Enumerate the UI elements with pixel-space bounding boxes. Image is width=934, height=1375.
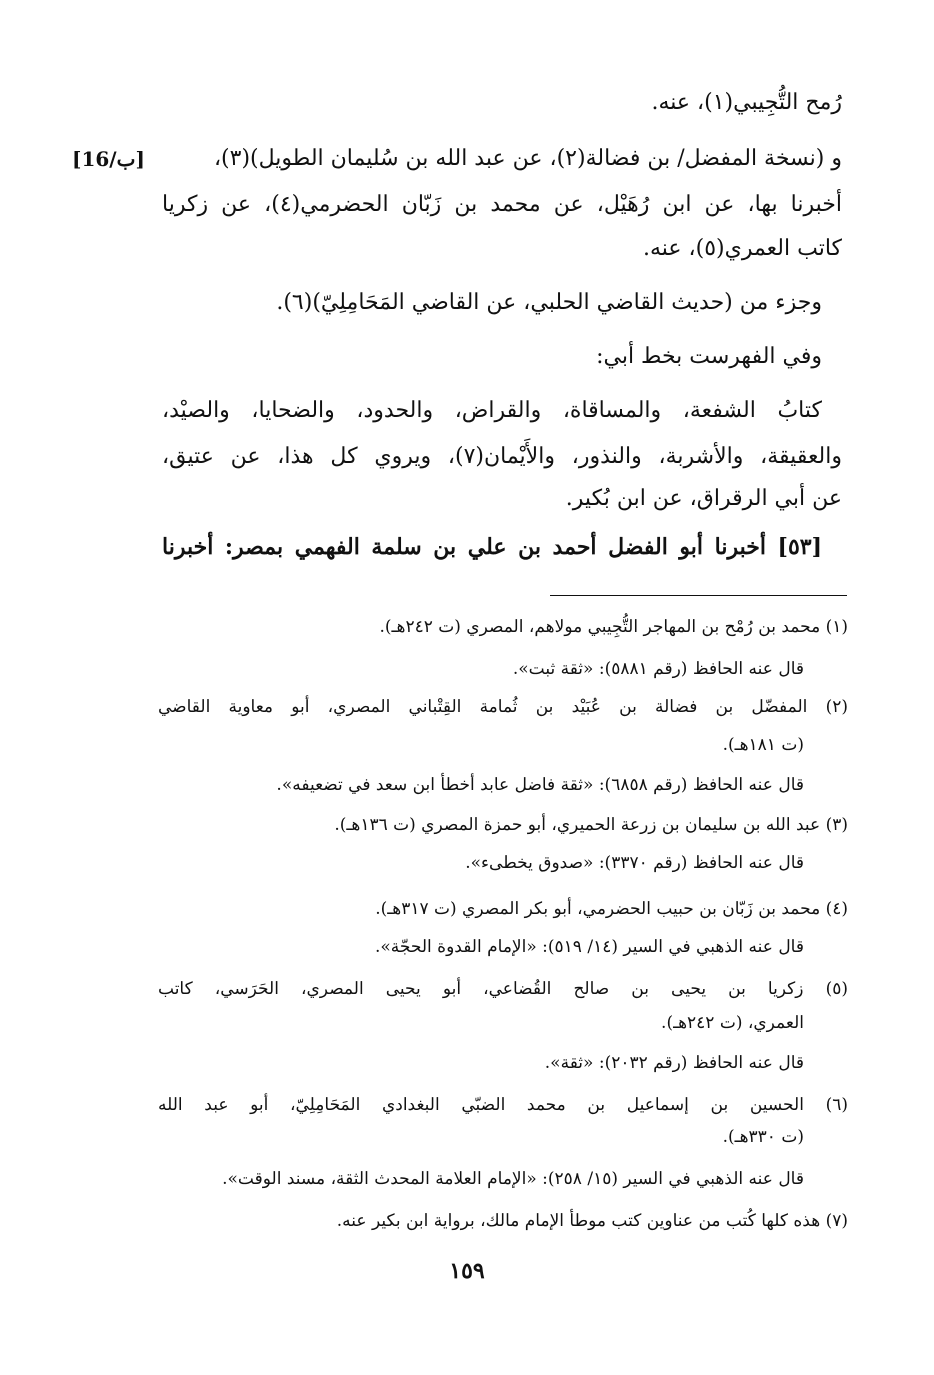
main-line-4: كاتب العمري(٥)، عنه. — [642, 236, 842, 261]
footnote-1: (١) محمد بن رُمْح بن المهاجر التُّجِيبي مولاهم، المصري (ت ٢٤٢هـ). — [379, 617, 848, 637]
footnote-6: (٦) الحسين بن إسماعيل بن محمد الضبّي البغدادي المَحَامِلِيّ، أبو عبد الله — [158, 1095, 848, 1115]
footnote-6-note: قال عنه الذهبي في السير (١٥/ ٢٥٨): «الإمام العلامة المحدث الثقة، مسند الوقت». — [222, 1169, 804, 1189]
footnote-5-note: قال عنه الحافظ (رقم ٢٠٣٢): «ثقة». — [544, 1053, 804, 1073]
main-line-5: وجزء من (حديث القاضي الحلبي، عن القاضي المَحَامِلِيّ)(٦). — [276, 290, 822, 315]
main-line-1: رُمح التُّجِيبي(١)، عنه. — [651, 90, 842, 115]
footnote-4-note: قال عنه الذهبي في السير (١٤/ ٥١٩): «الإمام القدوة الحجّة». — [375, 937, 804, 957]
footnote-6-cont: (ت ٣٣٠هـ). — [722, 1127, 804, 1147]
footnote-2-note: قال عنه الحافظ (رقم ٦٨٥٨): «ثقة فاضل عابد أخطأ ابن سعد في تضعيفه». — [276, 775, 804, 795]
footnote-7: (٧) هذه كلها كُتب من عناوين كتب موطأ الإمام مالك، برواية ابن بكير عنه. — [336, 1211, 848, 1231]
footnote-3-note: قال عنه الحافظ (رقم ٣٣٧٠): «صدوق يخطىء». — [465, 853, 804, 873]
main-line-7: كتابُ الشفعة، والمساقاة، والقراض، والحدود، والضحايا، والصيْد، — [162, 398, 822, 423]
footnote-4: (٤) محمد بن زَبّان بن حبيب الحضرمي، أبو بكر المصري (ت ٣١٧هـ). — [375, 899, 848, 919]
main-line-8: والعقيقة، والأشربة، والنذور، والأَيْمان(٧)، ويروي كل هذا، عن عتيق، — [162, 444, 842, 469]
margin-marker: [16/ب] — [72, 147, 145, 171]
footnote-separator — [550, 595, 847, 596]
main-line-2: و (نسخة المفضل/ بن فضالة(٢)، عن عبد الله بن سُليمان الطويل)(٣)، — [213, 146, 842, 171]
main-line-3: أخبرنا بها، عن ابن رُهَيْل، عن محمد بن زَبّان الحضرمي(٤)، عن زكريا — [162, 192, 842, 217]
main-line-6: وفي الفهرست بخط أبي: — [596, 344, 822, 369]
main-line-10: [٥٣] أخبرنا أبو الفضل أحمد بن علي بن سلمة الفهمي بمصر: أخبرنا — [162, 534, 822, 560]
footnote-1-note: قال عنه الحافظ (رقم ٥٨٨١): «ثقة ثبت». — [512, 659, 804, 679]
main-line-9: عن أبي الرقراق، عن ابن بُكير. — [565, 486, 842, 511]
page-number: ١٥٩ — [449, 1258, 485, 1284]
footnote-5-cont: العمري، (ت ٢٤٢هـ). — [661, 1013, 804, 1033]
footnote-5: (٥) زكريا بن يحيى بن صالح القُضاعي، أبو يحيى المصري، الحَرَسي، كاتب — [158, 979, 848, 999]
footnote-2: (٢) المفضّل بن فضالة بن عُبَيْد بن ثُمامة القِتْباني المصري، أبو معاوية القاضي — [158, 697, 848, 717]
footnote-2-cont: (ت ١٨١هـ). — [722, 735, 804, 755]
footnote-3: (٣) عبد الله بن سليمان بن زرعة الحميري، أبو حمزة المصري (ت ١٣٦هـ). — [334, 815, 848, 835]
